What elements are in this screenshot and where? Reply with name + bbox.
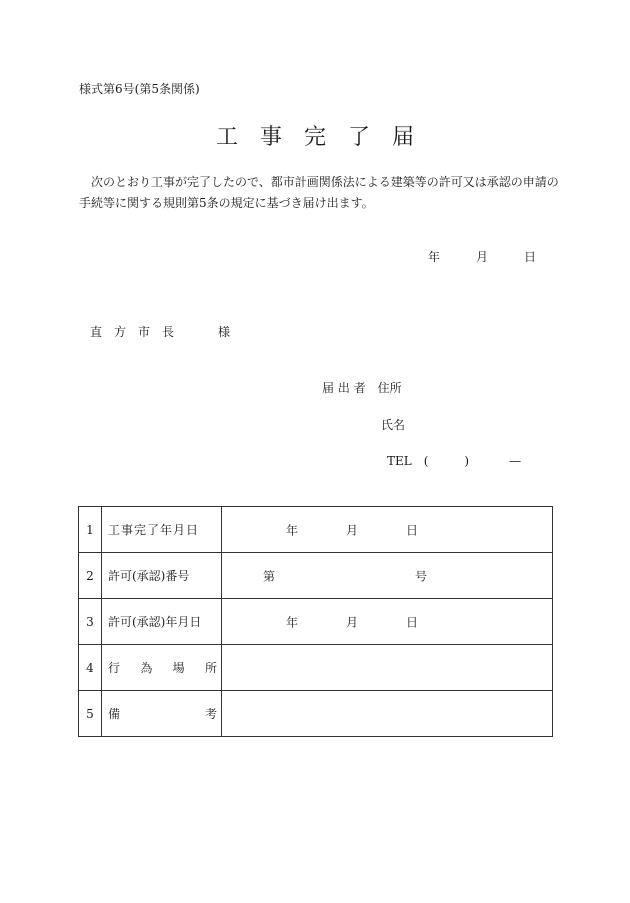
row-label-char: 為: [140, 661, 153, 675]
addressee: [90, 323, 230, 340]
applicant-label: 届 出 者: [322, 381, 366, 395]
month-label: 月: [346, 523, 359, 537]
document-title: [0, 120, 630, 151]
row-label-char: 場: [172, 661, 185, 675]
table-row: [79, 691, 553, 737]
title-char: 事: [259, 125, 282, 150]
title-char: 工: [215, 125, 238, 150]
tel-label: TEL: [387, 454, 412, 468]
date-day-label: 日: [524, 250, 537, 264]
title-char: 了: [348, 125, 371, 150]
year-label: 年: [286, 523, 299, 537]
row-label-text: 工事完了年月日: [108, 523, 200, 537]
permit-number-field[interactable]: [222, 553, 553, 599]
month-label: 月: [346, 615, 359, 629]
date-year-label: 年: [428, 250, 441, 264]
row-label: [102, 645, 222, 691]
submission-date: [428, 248, 536, 265]
row-label-char: 行: [108, 661, 121, 675]
body-line-1: 次のとおり工事が完了したので、都市計画関係法による建築等の許可又は承認の申請の: [91, 175, 559, 189]
row-label-text: 許可(承認)年月日: [108, 615, 202, 629]
date-month-label: 月: [476, 250, 489, 264]
row-label: [102, 507, 222, 553]
year-label: 年: [286, 615, 299, 629]
tel-close-paren: ): [464, 454, 470, 468]
body-line-2: 手続等に関する規則第5条の規定に基づき届け出ます。: [79, 196, 374, 210]
number-prefix: 第: [263, 569, 276, 583]
tel-open-paren: (: [423, 454, 429, 468]
row-number: 5: [79, 691, 102, 737]
row-label-char: 考: [204, 707, 217, 721]
completion-date-field[interactable]: [222, 507, 553, 553]
form-number: 様式第6号(第5条関係): [79, 82, 200, 96]
row-number: 3: [79, 599, 102, 645]
tel-line: [387, 454, 521, 468]
name-label: 氏名: [381, 418, 406, 432]
row-number: 4: [79, 645, 102, 691]
row-number: 1: [79, 507, 102, 553]
row-number: 2: [79, 553, 102, 599]
day-label: 日: [406, 615, 419, 629]
details-table: [78, 506, 553, 737]
title-char: 完: [303, 125, 326, 150]
row-label: [102, 599, 222, 645]
row-label: [102, 553, 222, 599]
day-label: 日: [406, 523, 419, 537]
number-suffix: 号: [415, 569, 428, 583]
applicant-block: [322, 379, 402, 396]
row-label: [102, 691, 222, 737]
body-paragraph: [79, 172, 559, 214]
permit-date-field[interactable]: [222, 599, 553, 645]
table-row: [79, 599, 553, 645]
row-label-char: 所: [204, 661, 217, 675]
row-label-char: 備: [108, 707, 121, 721]
table-row: [79, 553, 553, 599]
activity-location-field[interactable]: [222, 645, 553, 691]
table-row: [79, 645, 553, 691]
addressee-name: 直 方 市 長: [90, 325, 175, 339]
remarks-field[interactable]: [222, 691, 553, 737]
title-char: 届: [392, 125, 415, 150]
row-label-text: 許可(承認)番号: [108, 569, 190, 583]
address-label: 住所: [377, 381, 402, 395]
tel-dash: —: [509, 454, 522, 468]
addressee-honorific: 様: [218, 325, 231, 339]
table-row: [79, 507, 553, 553]
